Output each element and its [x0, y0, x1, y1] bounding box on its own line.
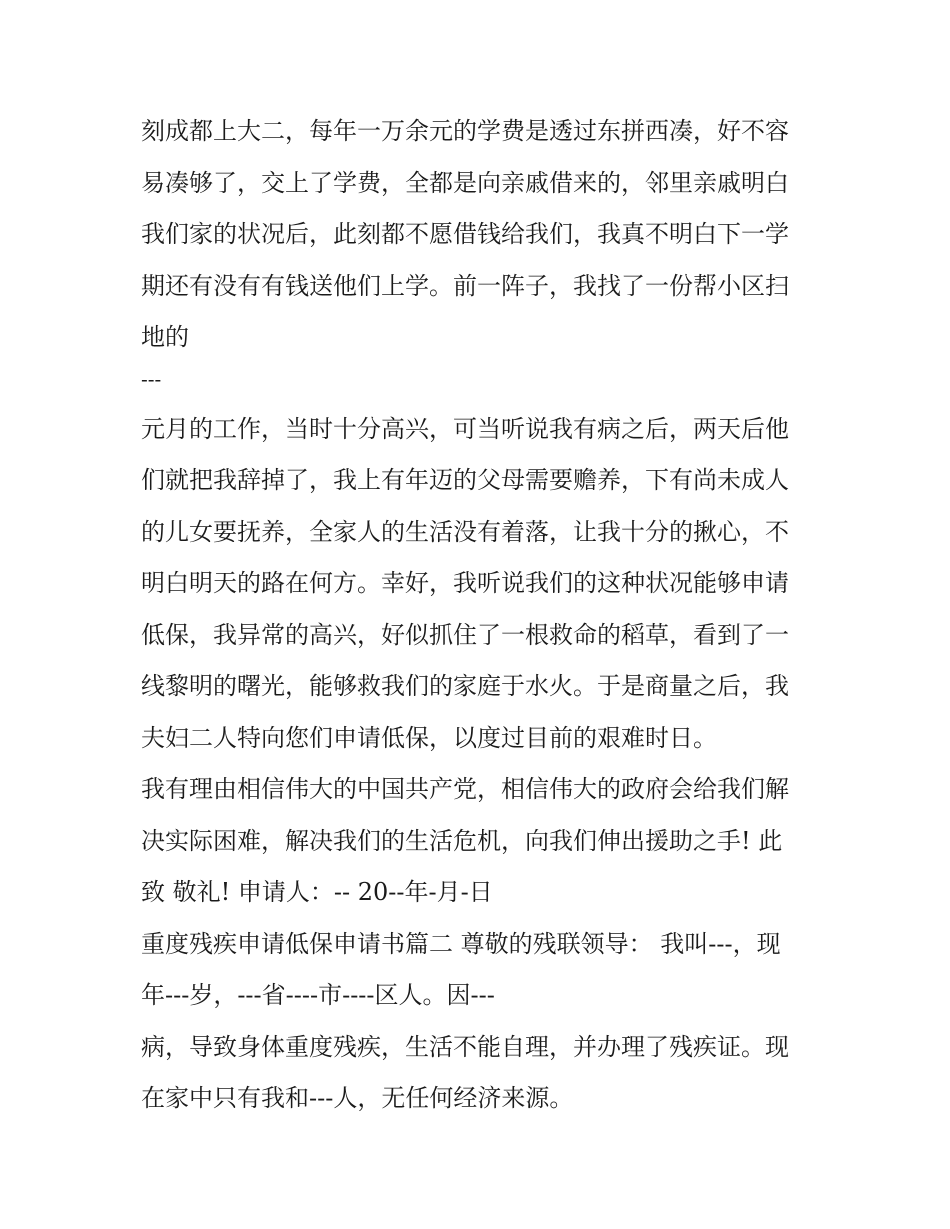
text-line: 们就把我辞掉了，我上有年迈的父母需要赡养，下有尚未成人	[141, 466, 789, 494]
text-line: 决实际困难，解决我们的生活危机，向我们伸出援助之手! 此	[141, 826, 783, 855]
text-line: 年---岁，---省----市----区人。因---	[141, 981, 495, 1009]
text-line: 刻成都上大二，每年一万余元的学费是透过东拼西凑，好不容	[141, 117, 789, 145]
text-line: 明白明天的路在何方。幸好，我听说我们的这种状况能够申请	[141, 569, 789, 597]
text-line: 我们家的状况后，此刻都不愿借钱给我们，我真不明白下一学	[141, 220, 789, 248]
text-line: 低保，我异常的高兴，好似抓住了一根救命的稻草，看到了一	[141, 620, 789, 649]
text-line: 病，导致身体重度残疾，生活不能自理，并办理了残疾证。现	[141, 1032, 789, 1061]
text-line: 夫妇二人特向您们申请低保，以度过目前的艰难时日。	[141, 723, 717, 752]
section-separator: ---	[141, 366, 162, 391]
text-line: 致 敬礼! 申请人：-- 20--年-月-日	[141, 878, 493, 906]
text-line: 我有理由相信伟大的中国共产党，相信伟大的政府会给我们解	[141, 775, 789, 803]
text-line: 重度残疾申请低保申请书篇二 尊敬的残联领导： 我叫---，现	[141, 929, 781, 958]
text-line: 在家中只有我和---人，无任何经济来源。	[141, 1084, 574, 1112]
text-line: 元月的工作，当时十分高兴，可当听说我有病之后，两天后他	[141, 414, 789, 443]
text-line: 的儿女要抚养，全家人的生活没有着落，让我十分的揪心，不	[141, 517, 789, 546]
text-line: 地的	[141, 323, 189, 351]
text-line: 期还有没有有钱送他们上学。前一阵子，我找了一份帮小区扫	[141, 271, 789, 300]
text-line: 线黎明的曙光，能够救我们的家庭于水火。于是商量之后，我	[141, 672, 789, 700]
text-line: 易凑够了，交上了学费，全都是向亲戚借来的，邻里亲戚明白	[141, 168, 789, 197]
document-body	[141, 106, 821, 1125]
